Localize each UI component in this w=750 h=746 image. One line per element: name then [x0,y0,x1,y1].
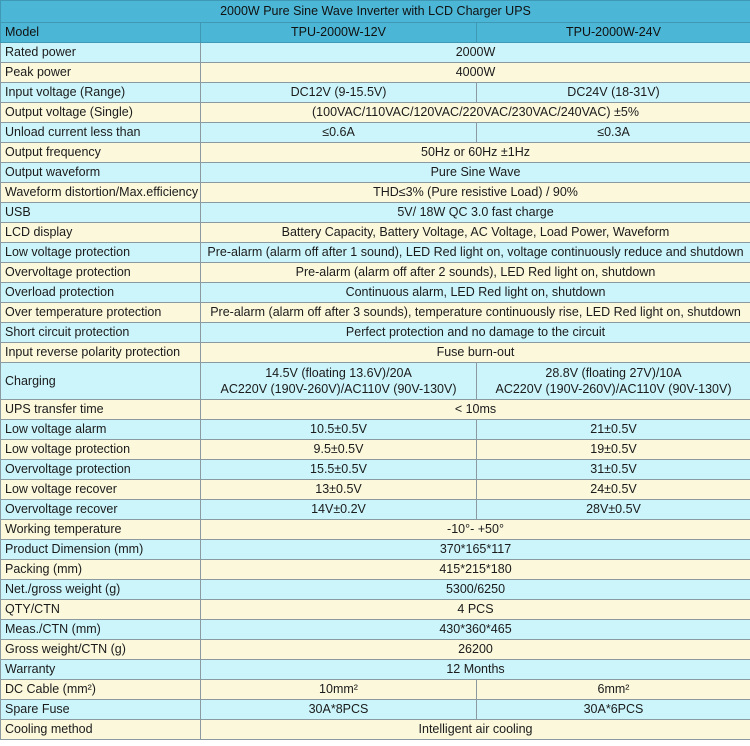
table-row [1,143,750,163]
row-value: 4 PCS [201,600,750,620]
charging-24v-line1: 28.8V (floating 27V)/10A [545,366,682,380]
row-label: Output voltage (Single) [1,103,201,123]
table-row [1,480,750,500]
table-row [1,720,750,740]
row-label: Output waveform [1,163,201,183]
row-value-24v: 19±0.5V [477,440,750,460]
row-label: Low voltage recover [1,480,201,500]
model-12v: TPU-2000W-12V [201,23,477,43]
table-row [1,263,750,283]
table-row [1,343,750,363]
row-label: Input voltage (Range) [1,83,201,103]
row-label: LCD display [1,223,201,243]
table-row [1,123,750,143]
row-label: Short circuit protection [1,323,201,343]
table-row [1,520,750,540]
row-value: Battery Capacity, Battery Voltage, AC Voltage, Load Power, Waveform [201,223,750,243]
row-label: Overvoltage protection [1,460,201,480]
table-row [1,660,750,680]
table-row [1,580,750,600]
model-label: Model [1,23,201,43]
row-label: Unload current less than [1,123,201,143]
table-row [1,640,750,660]
row-value: 370*165*117 [201,540,750,560]
row-value-12v: 15.5±0.5V [201,460,477,480]
table-row [1,163,750,183]
row-label: Meas./CTN (mm) [1,620,201,640]
row-value: Perfect protection and no damage to the circuit [201,323,750,343]
row-value-24v: 21±0.5V [477,420,750,440]
row-value: 50Hz or 60Hz ±1Hz [201,143,750,163]
table-row [1,203,750,223]
row-value: < 10ms [201,400,750,420]
row-label: DC Cable (mm²) [1,680,201,700]
table-row [1,440,750,460]
row-label: Overload protection [1,283,201,303]
table-row [1,680,750,700]
row-label: Over temperature protection [1,303,201,323]
table-row [1,363,750,400]
row-value-24v: 31±0.5V [477,460,750,480]
table-row [1,323,750,343]
row-value-24v: DC24V (18-31V) [477,83,750,103]
table-row [1,400,750,420]
charging-12v-line1: 14.5V (floating 13.6V)/20A [265,366,412,380]
row-value-12v: 9.5±0.5V [201,440,477,460]
row-label: Working temperature [1,520,201,540]
row-value: 430*360*465 [201,620,750,640]
charging-24v-line2: AC220V (190V-260V)/AC110V (90V-130V) [495,382,732,396]
table-row [1,700,750,720]
row-value: 2000W [201,43,750,63]
model-24v: TPU-2000W-24V [477,23,750,43]
row-value: Pure Sine Wave [201,163,750,183]
row-value: 12 Months [201,660,750,680]
row-value: 5V/ 18W QC 3.0 fast charge [201,203,750,223]
row-label: Charging [1,363,201,400]
row-label: Input reverse polarity protection [1,343,201,363]
table-row [1,183,750,203]
table-row [1,43,750,63]
row-value-24v: 28V±0.5V [477,500,750,520]
row-value-24v: ≤0.3A [477,123,750,143]
table-row [1,283,750,303]
row-label: Gross weight/CTN (g) [1,640,201,660]
model-header-row [1,23,750,43]
row-value-12v: 14V±0.2V [201,500,477,520]
row-value: Continuous alarm, LED Red light on, shutdown [201,283,750,303]
table-row [1,500,750,520]
row-value: Pre-alarm (alarm off after 1 sound), LED Red light on, voltage continuously reduce and shutdown [201,243,750,263]
row-label: Net./gross weight (g) [1,580,201,600]
row-label: Cooling method [1,720,201,740]
table-row [1,63,750,83]
row-value-12v: ≤0.6A [201,123,477,143]
row-label: Product Dimension (mm) [1,540,201,560]
row-value: THD≤3% (Pure resistive Load) / 90% [201,183,750,203]
row-value-12v: 10.5±0.5V [201,420,477,440]
row-value-24v: 6mm² [477,680,750,700]
row-label: Waveform distortion/Max.efficiency [1,183,201,203]
row-label: Rated power [1,43,201,63]
table-title-row [1,1,750,23]
row-label: Overvoltage protection [1,263,201,283]
table-row [1,243,750,263]
row-value-12v: DC12V (9-15.5V) [201,83,477,103]
row-label: Low voltage alarm [1,420,201,440]
row-value-24v: 30A*6PCS [477,700,750,720]
row-label: UPS transfer time [1,400,201,420]
row-label: Packing (mm) [1,560,201,580]
row-value-12v: 10mm² [201,680,477,700]
table-row [1,303,750,323]
row-label: Overvoltage recover [1,500,201,520]
row-value: Pre-alarm (alarm off after 3 sounds), temperature continuously rise, LED Red light on, shutdown [201,303,750,323]
row-label: Output frequency [1,143,201,163]
table-row [1,620,750,640]
table-row [1,83,750,103]
row-label: Low voltage protection [1,440,201,460]
row-value: 26200 [201,640,750,660]
row-label: USB [1,203,201,223]
table-row [1,600,750,620]
row-value: 415*215*180 [201,560,750,580]
row-value: 4000W [201,63,750,83]
row-value: Pre-alarm (alarm off after 2 sounds), LED Red light on, shutdown [201,263,750,283]
table-row [1,420,750,440]
table-row [1,460,750,480]
charging-12v-line2: AC220V (190V-260V)/AC110V (90V-130V) [220,382,457,396]
row-value: Fuse burn-out [201,343,750,363]
row-value-12v [201,363,477,400]
row-label: Low voltage protection [1,243,201,263]
row-value-24v [477,363,750,400]
row-value-12v: 30A*8PCS [201,700,477,720]
table-row [1,540,750,560]
row-label: Spare Fuse [1,700,201,720]
table-title: 2000W Pure Sine Wave Inverter with LCD Charger UPS [1,1,750,23]
row-value: (100VAC/110VAC/120VAC/220VAC/230VAC/240VAC) ±5% [201,103,750,123]
row-value: Intelligent air cooling [201,720,750,740]
row-label: Warranty [1,660,201,680]
table-row [1,223,750,243]
row-label: QTY/CTN [1,600,201,620]
table-row [1,560,750,580]
row-value-24v: 24±0.5V [477,480,750,500]
row-value: 5300/6250 [201,580,750,600]
row-value-12v: 13±0.5V [201,480,477,500]
row-label: Peak power [1,63,201,83]
table-row [1,103,750,123]
row-value: -10°- +50° [201,520,750,540]
